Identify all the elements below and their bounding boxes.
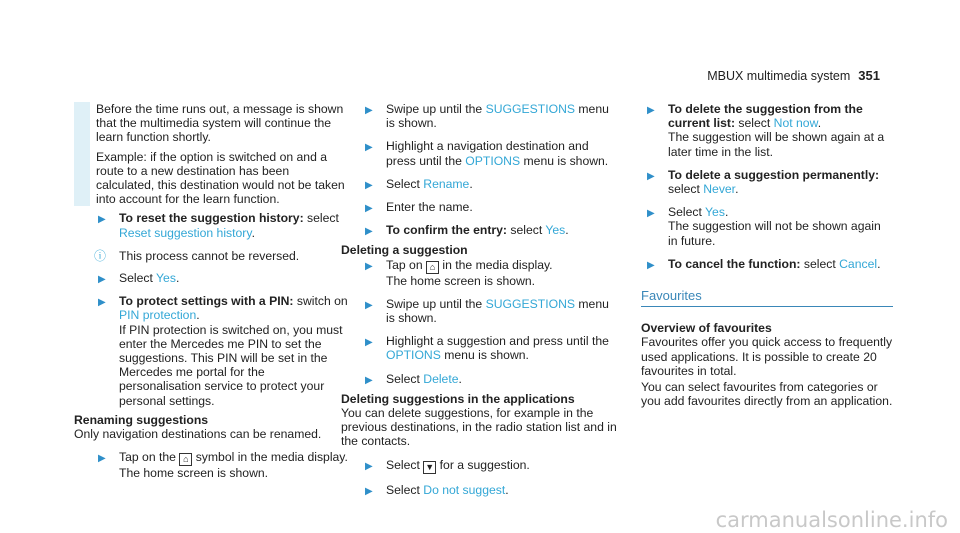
step-arrow-icon: ▶ — [98, 274, 106, 286]
step-tap-home — [74, 450, 349, 480]
step-text: Select — [386, 371, 424, 386]
option-yes[interactable]: Yes — [705, 205, 725, 220]
option-yes[interactable]: Yes — [156, 271, 176, 286]
step-text: select — [668, 182, 704, 197]
step-text: switch on — [293, 294, 348, 309]
step-not-now: ▶ To delete the suggestion from the current list: select Not now. The suggestion will be shown again at a later time in the list. — [647, 102, 885, 159]
menu-suggestions[interactable]: SUGGESTIONS — [485, 296, 575, 311]
step-label: To confirm the entry: — [386, 223, 507, 238]
step-arrow-icon: ▶ — [365, 105, 373, 116]
step-pin: ▶ To protect settings with a PIN: switch on PIN protection. If PIN protection is switched on, you must enter the Mercedes me PIN to set the suggestions. This PIN will be set in the Mercedes me portal for the personalisation service to protect your personal settings. — [98, 294, 348, 408]
menu-options[interactable]: OPTIONS — [386, 348, 441, 363]
step-arrow-icon: ▶ — [98, 214, 106, 226]
step-text: menu is shown. — [386, 296, 609, 326]
step-arrow-icon: ▶ — [98, 297, 106, 309]
step-label: To cancel the function: — [668, 256, 801, 271]
step-text: menu is shown. — [520, 153, 609, 168]
step-text: Highlight a suggestion and press until the — [386, 334, 609, 349]
intro-paragraph-2: Example: if the option is switched on and a route to a new destination has been calculated, this destination would not be taken into account for the learn function. — [96, 149, 345, 207]
step-text: Highlight a navigation destination and press until the — [386, 139, 589, 168]
step-text: select — [800, 256, 840, 271]
step-text: select — [303, 211, 339, 226]
step-text: Enter the name. — [386, 200, 473, 215]
step-tap-home — [341, 258, 619, 288]
deleting-apps-body: You can delete suggestions, for example in the previous destinations, in the radio station list and in the contacts. — [341, 406, 617, 449]
option-never[interactable]: Never — [703, 182, 736, 197]
step-arrow-icon: ▶ — [647, 105, 655, 116]
option-yes[interactable]: Yes — [545, 223, 566, 238]
header-title: MBUX multimedia system — [707, 69, 851, 83]
continuation-block — [74, 102, 349, 206]
step-arrow-icon: ▶ — [365, 226, 373, 238]
step-cancel: ▶ To cancel the function: select Cancel. — [623, 257, 893, 271]
section-heading-deleting: Deleting a suggestion — [341, 243, 468, 258]
section-heading-deleting-apps: Deleting suggestions in the applications — [341, 391, 575, 406]
info-icon: ⓘ — [94, 248, 107, 263]
step-confirm: ▶ To confirm the entry: select Yes. — [341, 223, 619, 237]
step-text: menu is shown. — [386, 102, 609, 131]
step-rename: ▶ Select Rename. — [341, 177, 619, 191]
step-label: To delete a suggestion permanently: — [668, 167, 880, 182]
step-text: Tap on — [386, 257, 426, 272]
step-arrow-icon: ▶ — [365, 179, 373, 191]
option-rename[interactable]: Rename — [423, 176, 470, 191]
step-text: Select — [386, 176, 424, 191]
step-delete: ▶ Select Delete. — [341, 372, 619, 386]
page-header — [707, 69, 880, 83]
pin-description: If PIN protection is switched on, you must enter the Mercedes me PIN to set the suggestions. This PIN will be set in the Mercedes me portal for the personalisation service to protect your personal settings. — [119, 322, 343, 408]
overview-body: Favourites offer you quick access to frequently used applications. It is possible to create 20 favourites in total. — [641, 335, 893, 378]
step-swipe — [341, 102, 619, 130]
intro-paragraph-1: Before the time runs out, a message is shown that the multimedia system will continue the learn function shortly. — [96, 102, 344, 145]
watermark: carmanualsonline.info — [715, 507, 948, 532]
step-label: To delete the suggestion from the current list: — [668, 102, 863, 131]
overview-body-2: You can select favourites from categories or you add favourites directly from an application. — [641, 380, 893, 409]
step-select-yes: ▶ Select Yes. — [74, 271, 349, 285]
home-icon: ⌂ — [426, 261, 439, 274]
step-arrow-icon: ▶ — [647, 259, 655, 271]
step-select-down — [341, 458, 619, 474]
step-enter-name — [341, 200, 619, 214]
menu-suggestions[interactable]: SUGGESTIONS — [485, 102, 575, 116]
renaming-body: Only navigation destinations can be renamed. — [74, 427, 322, 442]
option-delete[interactable]: Delete — [423, 371, 459, 386]
step-arrow-icon: ▶ — [365, 142, 373, 154]
column-3 — [623, 102, 893, 417]
menu-reset-suggestion-history[interactable]: Reset suggestion history — [119, 225, 252, 240]
step-swipe-2 — [341, 297, 619, 325]
menu-options[interactable]: OPTIONS — [465, 153, 521, 168]
step-never: ▶ To delete a suggestion permanently: select Never. — [647, 167, 880, 197]
favourites-section — [623, 289, 893, 408]
home-icon: ⌂ — [179, 453, 192, 466]
column-1 — [74, 102, 349, 489]
step-text: Tap on the — [119, 450, 180, 465]
step-text: Swipe up until the — [386, 296, 486, 311]
step-arrow-icon: ▶ — [365, 203, 373, 215]
step-arrow-icon: ▶ — [365, 260, 373, 272]
step-arrow-icon: ▶ — [365, 460, 373, 472]
step-result: The home screen is shown. — [386, 273, 536, 288]
down-arrow-icon: ▼ — [423, 461, 436, 474]
step-arrow-icon: ▶ — [365, 337, 373, 349]
column-2 — [341, 102, 619, 506]
step-text: Select — [668, 205, 706, 220]
step-text: Select — [386, 482, 424, 497]
step-result: The suggestion will be shown again at a later time in the list. — [668, 130, 885, 159]
step-label: To reset the suggestion history: — [119, 211, 304, 226]
step-arrow-icon: ▶ — [647, 170, 655, 182]
step-arrow-icon: ▶ — [365, 485, 373, 497]
step-result: The suggestion will not be shown again in future. — [668, 219, 881, 248]
step-label: To protect settings with a PIN: — [119, 294, 294, 309]
step-text: for a suggestion. — [436, 457, 530, 472]
step-do-not-suggest: ▶ Select Do not suggest. — [341, 483, 619, 497]
step-result: The home screen is shown. — [119, 466, 269, 481]
page-number: 351 — [858, 68, 880, 83]
step-text: symbol in the media display. — [192, 450, 348, 465]
section-title-favourites: Favourites — [641, 289, 893, 307]
step-reset-history: ▶ To reset the suggestion history: select Reset suggestion history. — [98, 211, 339, 240]
note-text: This process cannot be reversed. — [119, 248, 300, 263]
step-text: select — [735, 116, 774, 131]
step-arrow-icon: ▶ — [365, 299, 373, 311]
step-highlight-2 — [341, 334, 619, 362]
step-highlight — [341, 139, 619, 167]
step-yes: ▶ Select Yes. The suggestion will not be shown again in future. — [647, 205, 881, 248]
section-heading-overview: Overview of favourites — [641, 321, 772, 336]
option-do-not-suggest[interactable]: Do not suggest — [423, 482, 506, 497]
step-text: menu is shown. — [440, 348, 529, 363]
step-text: select — [506, 223, 546, 238]
step-arrow-icon: ▶ — [365, 374, 373, 386]
step-arrow-icon: ▶ — [98, 453, 106, 465]
option-not-now[interactable]: Not now — [773, 116, 818, 131]
step-text: Select — [386, 457, 424, 472]
note — [74, 249, 349, 263]
step-text: Select — [119, 271, 157, 286]
step-arrow-icon: ▶ — [647, 208, 655, 220]
option-pin-protection[interactable]: PIN protection — [119, 308, 197, 323]
section-heading-renaming: Renaming suggestions — [74, 412, 209, 427]
step-text: in the media display. — [438, 257, 553, 272]
option-cancel[interactable]: Cancel — [839, 256, 878, 271]
step-text: Swipe up until the — [386, 102, 486, 116]
